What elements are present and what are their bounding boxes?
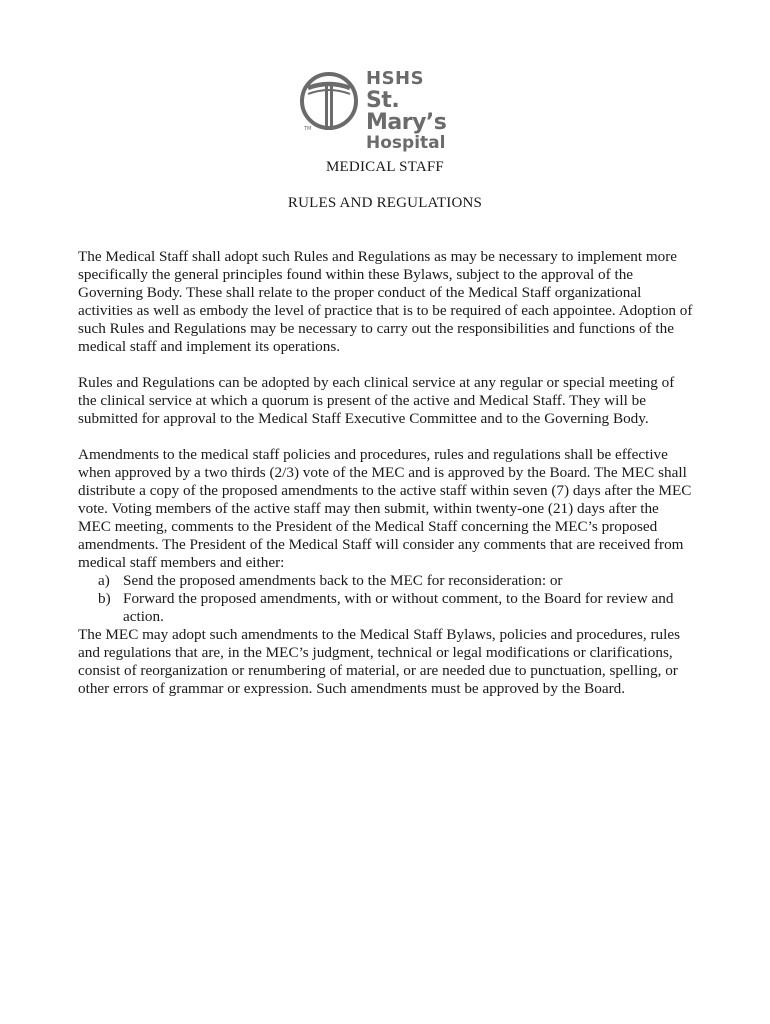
list-item-text: Forward the proposed amendments, with or without comment, to the Board for review and action. [123, 590, 674, 625]
logo-line-st-marys: St. Mary’s [366, 88, 447, 135]
list-item-text: Send the proposed amendments back to the MEC for reconsideration: or [123, 572, 563, 589]
list-marker: b) [98, 590, 111, 607]
paragraph-amendments: Amendments to the medical staff policies and procedures, rules and regulations shall be effective when approved by a two thirds (2/3) vote of the MEC and is approved by the Board. The MEC shall distribute a copy of the proposed amendments to the active staff within seven (7) days after the MEC vote. Voting members of the active staff may then submit, within twenty-one (21) days after the MEC meeting, comments to the President of the Medical Staff concerning the MEC’s proposed amendments. The President of the Medical Staff will consider any comments that are received from medical staff members and either: [78, 446, 692, 571]
document-title: MEDICAL STAFF [326, 159, 444, 175]
document-subtitle: RULES AND REGULATIONS [287, 195, 483, 211]
list-marker: a) [98, 572, 110, 589]
list-item [78, 590, 694, 626]
paragraph-clinical-service: Rules and Regulations can be adopted by each clinical service at any regular or special meeting of the clinical service at which a quorum is present of the active and Medical Staff. They will be submitted for approval to the Medical Staff Executive Committee and to the Governing Body. [78, 374, 675, 427]
logo-line-hshs: HSHS [366, 68, 425, 89]
logo-wordmark [366, 70, 478, 152]
amendment-options-list [78, 572, 694, 626]
list-item [78, 572, 694, 590]
hospital-emblem-icon [298, 68, 360, 134]
logo-line-hospital: Hospital [366, 133, 446, 153]
trademark-symbol: TM [304, 126, 312, 132]
document-body [78, 248, 694, 716]
paragraph-adoption: The Medical Staff shall adopt such Rules and Regulations as may be necessary to implement more specifically the general principles found within these Bylaws, subject to the approval of the Governing Body. These shall relate to the proper conduct of the Medical Staff organizational activities as well as embody the level of practice that is to be required of each appointee. Adoption of such Rules and Regulations may be necessary to carry out the responsibilities and functions of the medical staff and implement its operations. [78, 248, 693, 355]
paragraph-mec-adoption: The MEC may adopt such amendments to the Medical Staff Bylaws, policies and procedures, rules and regulations that are, in the MEC’s judgment, technical or legal modifications or clarifications, consist of reorganization or renumbering of material, or are needed due to punctuation, spelling, or other errors of grammar or expression. Such amendments must be approved by the Board. [78, 626, 681, 697]
hospital-logo [298, 68, 478, 153]
